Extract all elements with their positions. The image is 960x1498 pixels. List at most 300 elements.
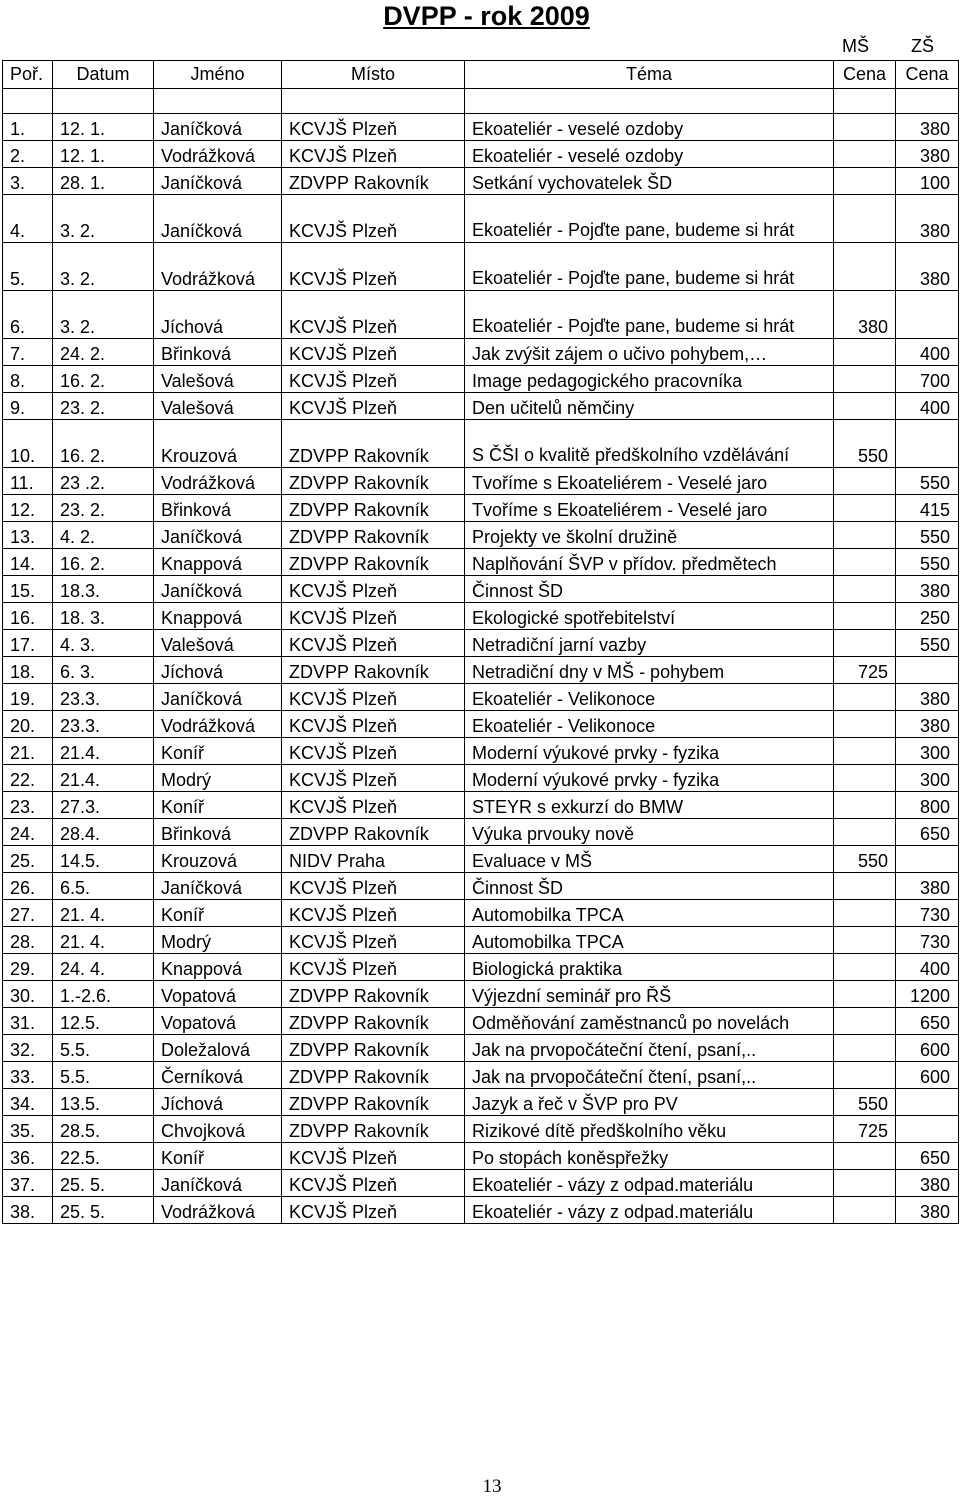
cell-tema: Jak na prvopočáteční čtení, psaní,..: [465, 1035, 834, 1062]
cell-zs: 400: [896, 339, 959, 366]
cell-misto: KCVJŠ Plzeň: [282, 900, 465, 927]
cell-jmeno: Jíchová: [154, 291, 282, 339]
cell-por: 35.: [3, 1116, 53, 1143]
cell-por: 22.: [3, 765, 53, 792]
cell-zs: 380: [896, 684, 959, 711]
table-row: [3, 1062, 959, 1089]
cell-ms: [834, 819, 896, 846]
cell-datum: 18.3.: [53, 576, 154, 603]
cell-por: 32.: [3, 1035, 53, 1062]
cell-tema: Naplňování ŠVP v přídov. předmětech: [465, 549, 834, 576]
cell-zs: [896, 657, 959, 684]
cell-por: 8.: [3, 366, 53, 393]
cell-por: 13.: [3, 522, 53, 549]
cell-ms: [834, 630, 896, 657]
cell-zs: 730: [896, 900, 959, 927]
cell-tema: Automobilka TPCA: [465, 900, 834, 927]
cell-tema: Ekoateliér - vázy z odpad.materiálu: [465, 1170, 834, 1197]
cell-datum: 28.5.: [53, 1116, 154, 1143]
table-row: [3, 1170, 959, 1197]
cell-jmeno: Janíčková: [154, 684, 282, 711]
table-row: [3, 684, 959, 711]
cell-ms: 380: [834, 291, 896, 339]
cell-datum: 12.5.: [53, 1008, 154, 1035]
cell-zs: 600: [896, 1035, 959, 1062]
cell-zs: 1200: [896, 981, 959, 1008]
col-header-tema: Téma: [465, 61, 834, 89]
cell-misto: KCVJŠ Plzeň: [282, 291, 465, 339]
cell-datum: 1.-2.6.: [53, 981, 154, 1008]
cell-ms: 550: [834, 846, 896, 873]
cell-zs: 400: [896, 393, 959, 420]
cell-por: 28.: [3, 927, 53, 954]
cell-por: 11.: [3, 468, 53, 495]
cell-por: 19.: [3, 684, 53, 711]
cell-ms: [834, 711, 896, 738]
cell-datum: 16. 2.: [53, 366, 154, 393]
cell-zs: [896, 846, 959, 873]
table-row: [3, 603, 959, 630]
course-table-body: [3, 61, 959, 1224]
cell-tema: Moderní výukové prvky - fyzika: [465, 738, 834, 765]
cell-datum: 16. 2.: [53, 549, 154, 576]
cell-tema: Tvoříme s Ekoateliérem - Veselé jaro: [465, 495, 834, 522]
cell-datum: 23 .2.: [53, 468, 154, 495]
cell-zs: 550: [896, 630, 959, 657]
cell-misto: ZDVPP Rakovník: [282, 495, 465, 522]
cell-tema: Netradiční dny v MŠ - pohybem: [465, 657, 834, 684]
cell-datum: 18. 3.: [53, 603, 154, 630]
spacer-row: [3, 89, 959, 114]
cell-misto: ZDVPP Rakovník: [282, 1062, 465, 1089]
cell-ms: [834, 114, 896, 141]
cell-tema: Ekoateliér - Velikonoce: [465, 711, 834, 738]
cell-por: 10.: [3, 420, 53, 468]
cell-zs: 650: [896, 1143, 959, 1170]
cell-tema: Jazyk a řeč v ŠVP pro PV: [465, 1089, 834, 1116]
cell-tema: Biologická praktika: [465, 954, 834, 981]
cell-ms: [834, 684, 896, 711]
course-table: [2, 60, 959, 1224]
cell-datum: 16. 2.: [53, 420, 154, 468]
table-row: [3, 630, 959, 657]
cell-jmeno: Janíčková: [154, 195, 282, 243]
table-row: [3, 792, 959, 819]
cell-datum: 25. 5.: [53, 1197, 154, 1224]
cell-zs: 380: [896, 195, 959, 243]
cell-tema: Odměňování zaměstnanců po novelách: [465, 1008, 834, 1035]
cell-ms: [834, 1197, 896, 1224]
table-row: [3, 873, 959, 900]
cell-misto: ZDVPP Rakovník: [282, 168, 465, 195]
table-row: [3, 981, 959, 1008]
cell-ms: [834, 495, 896, 522]
cell-ms: [834, 1035, 896, 1062]
cell-por: 4.: [3, 195, 53, 243]
cell-zs: 380: [896, 1197, 959, 1224]
cell-misto: KCVJŠ Plzeň: [282, 1143, 465, 1170]
cell-tema: Ekoateliér - veselé ozdoby: [465, 141, 834, 168]
cell-misto: ZDVPP Rakovník: [282, 981, 465, 1008]
cell-ms: [834, 792, 896, 819]
table-row: [3, 711, 959, 738]
cell-misto: KCVJŠ Plzeň: [282, 393, 465, 420]
table-row: [3, 1143, 959, 1170]
cell-por: 29.: [3, 954, 53, 981]
cell-ms: 550: [834, 1089, 896, 1116]
cell-ms: 725: [834, 657, 896, 684]
table-row: [3, 1035, 959, 1062]
cell-zs: 800: [896, 792, 959, 819]
col-header-misto: Místo: [282, 61, 465, 89]
cell-misto: KCVJŠ Plzeň: [282, 603, 465, 630]
cell-tema: Tvoříme s Ekoateliérem - Veselé jaro: [465, 468, 834, 495]
cell-jmeno: Krouzová: [154, 420, 282, 468]
cell-por: 14.: [3, 549, 53, 576]
cell-misto: ZDVPP Rakovník: [282, 420, 465, 468]
cell-misto: KCVJŠ Plzeň: [282, 927, 465, 954]
table-row: [3, 420, 959, 468]
cell-jmeno: Koníř: [154, 900, 282, 927]
cell-jmeno: Krouzová: [154, 846, 282, 873]
cell-datum: 23. 2.: [53, 495, 154, 522]
table-row: [3, 195, 959, 243]
cell-por: 23.: [3, 792, 53, 819]
cell-datum: 23.3.: [53, 684, 154, 711]
cell-misto: KCVJŠ Plzeň: [282, 738, 465, 765]
cell-por: 26.: [3, 873, 53, 900]
cell-jmeno: Valešová: [154, 630, 282, 657]
cell-datum: 27.3.: [53, 792, 154, 819]
table-row: [3, 1008, 959, 1035]
cell-tema: S ČŠI o kvalitě předškolního vzdělávání: [465, 420, 834, 468]
cell-datum: 23. 2.: [53, 393, 154, 420]
table-row: [3, 1089, 959, 1116]
cell-datum: 3. 2.: [53, 195, 154, 243]
cell-misto: KCVJŠ Plzeň: [282, 630, 465, 657]
cell-por: 17.: [3, 630, 53, 657]
table-row: [3, 468, 959, 495]
cell-jmeno: Knappová: [154, 603, 282, 630]
cell-tema: Ekoateliér - veselé ozdoby: [465, 114, 834, 141]
cell-por: 7.: [3, 339, 53, 366]
cell-misto: KCVJŠ Plzeň: [282, 114, 465, 141]
cell-datum: 28. 1.: [53, 168, 154, 195]
cell-por: 5.: [3, 243, 53, 291]
cell-jmeno: Janíčková: [154, 1170, 282, 1197]
table-row: [3, 495, 959, 522]
cell-ms: [834, 141, 896, 168]
cell-tema: Výjezdní seminář pro ŘŠ: [465, 981, 834, 1008]
cell-jmeno: Vodrážková: [154, 468, 282, 495]
cell-ms: [834, 468, 896, 495]
cell-datum: 28.4.: [53, 819, 154, 846]
cell-zs: [896, 420, 959, 468]
cell-por: 33.: [3, 1062, 53, 1089]
cell-datum: 4. 2.: [53, 522, 154, 549]
cell-jmeno: Jíchová: [154, 1089, 282, 1116]
cell-jmeno: Vopatová: [154, 1008, 282, 1035]
cell-tema: Moderní výukové prvky - fyzika: [465, 765, 834, 792]
cell-zs: 380: [896, 873, 959, 900]
cell-por: 30.: [3, 981, 53, 1008]
cell-misto: ZDVPP Rakovník: [282, 522, 465, 549]
cell-zs: 550: [896, 522, 959, 549]
cell-jmeno: Knappová: [154, 954, 282, 981]
table-header: [3, 61, 959, 89]
cell-misto: KCVJŠ Plzeň: [282, 711, 465, 738]
price-header-row: [0, 34, 960, 60]
table-row: [3, 243, 959, 291]
cell-datum: 5.5.: [53, 1062, 154, 1089]
cell-jmeno: Vopatová: [154, 981, 282, 1008]
cell-tema: Ekoateliér - Pojďte pane, budeme si hrát: [465, 291, 834, 339]
cell-zs: 250: [896, 603, 959, 630]
cell-por: 36.: [3, 1143, 53, 1170]
cell-ms: [834, 366, 896, 393]
cell-datum: 22.5.: [53, 1143, 154, 1170]
cell-misto: KCVJŠ Plzeň: [282, 684, 465, 711]
cell-misto: ZDVPP Rakovník: [282, 1089, 465, 1116]
col-header-por: Poř.: [3, 61, 53, 89]
cell-misto: KCVJŠ Plzeň: [282, 576, 465, 603]
cell-jmeno: Koníř: [154, 738, 282, 765]
table-row: [3, 393, 959, 420]
cell-ms: [834, 954, 896, 981]
cell-jmeno: Jíchová: [154, 657, 282, 684]
cell-jmeno: Doležalová: [154, 1035, 282, 1062]
cell-misto: KCVJŠ Plzeň: [282, 339, 465, 366]
cell-por: 20.: [3, 711, 53, 738]
cell-datum: 3. 2.: [53, 291, 154, 339]
cell-misto: ZDVPP Rakovník: [282, 657, 465, 684]
cell-ms: [834, 765, 896, 792]
cell-tema: Projekty ve školní družině: [465, 522, 834, 549]
cell-tema: Image pedagogického pracovníka: [465, 366, 834, 393]
cell-datum: 6. 3.: [53, 657, 154, 684]
cell-jmeno: Vodrážková: [154, 1197, 282, 1224]
cell-tema: Automobilka TPCA: [465, 927, 834, 954]
col-header-datum: Datum: [53, 61, 154, 89]
table-row: [3, 576, 959, 603]
cell-zs: 400: [896, 954, 959, 981]
cell-zs: 380: [896, 711, 959, 738]
cell-tema: Evaluace v MŠ: [465, 846, 834, 873]
cell-jmeno: Černíková: [154, 1062, 282, 1089]
table-row: [3, 366, 959, 393]
cell-jmeno: Knappová: [154, 549, 282, 576]
cell-tema: Ekoateliér - Pojďte pane, budeme si hrát: [465, 243, 834, 291]
page-number: 13: [482, 1476, 502, 1497]
cell-zs: [896, 1116, 959, 1143]
cell-jmeno: Valešová: [154, 366, 282, 393]
cell-jmeno: Janíčková: [154, 114, 282, 141]
cell-misto: KCVJŠ Plzeň: [282, 243, 465, 291]
cell-datum: 6.5.: [53, 873, 154, 900]
table-row: [3, 657, 959, 684]
table-row: [3, 522, 959, 549]
cell-zs: 380: [896, 243, 959, 291]
cell-tema: Po stopách koněspřežky: [465, 1143, 834, 1170]
cell-tema: Rizikové dítě předškolního věku: [465, 1116, 834, 1143]
cell-jmeno: Břinková: [154, 819, 282, 846]
cell-zs: 300: [896, 765, 959, 792]
cell-ms: [834, 1143, 896, 1170]
cell-por: 18.: [3, 657, 53, 684]
cell-zs: [896, 1089, 959, 1116]
cell-por: 6.: [3, 291, 53, 339]
table-row: [3, 819, 959, 846]
cell-misto: KCVJŠ Plzeň: [282, 366, 465, 393]
cell-zs: 380: [896, 114, 959, 141]
cell-datum: 21.4.: [53, 738, 154, 765]
cell-misto: KCVJŠ Plzeň: [282, 1197, 465, 1224]
col-header-jmeno: Jméno: [154, 61, 282, 89]
col-header-ms-cena: Cena: [834, 61, 896, 89]
cell-tema: Činnost ŠD: [465, 873, 834, 900]
cell-ms: [834, 738, 896, 765]
cell-ms: [834, 603, 896, 630]
cell-ms: [834, 393, 896, 420]
cell-por: 9.: [3, 393, 53, 420]
cell-datum: 12. 1.: [53, 114, 154, 141]
cell-datum: 21.4.: [53, 765, 154, 792]
cell-zs: 700: [896, 366, 959, 393]
cell-datum: 23.3.: [53, 711, 154, 738]
cell-por: 24.: [3, 819, 53, 846]
cell-zs: 415: [896, 495, 959, 522]
cell-datum: 5.5.: [53, 1035, 154, 1062]
cell-misto: ZDVPP Rakovník: [282, 819, 465, 846]
cell-zs: 300: [896, 738, 959, 765]
cell-misto: ZDVPP Rakovník: [282, 1035, 465, 1062]
cell-ms: [834, 1170, 896, 1197]
table-row: [3, 927, 959, 954]
cell-tema: Ekologické spotřebitelství: [465, 603, 834, 630]
cell-tema: Jak zvýšit zájem o učivo pohybem,…: [465, 339, 834, 366]
cell-jmeno: Janíčková: [154, 168, 282, 195]
cell-por: 15.: [3, 576, 53, 603]
cell-misto: KCVJŠ Plzeň: [282, 765, 465, 792]
cell-por: 3.: [3, 168, 53, 195]
cell-jmeno: Janíčková: [154, 873, 282, 900]
cell-por: 1.: [3, 114, 53, 141]
cell-por: 34.: [3, 1089, 53, 1116]
zs-header: ZŠ: [911, 36, 935, 56]
cell-tema: Den učitelů němčiny: [465, 393, 834, 420]
cell-por: 25.: [3, 846, 53, 873]
table-row: [3, 1116, 959, 1143]
cell-misto: ZDVPP Rakovník: [282, 1116, 465, 1143]
cell-jmeno: Vodrážková: [154, 711, 282, 738]
cell-por: 21.: [3, 738, 53, 765]
cell-tema: Ekoateliér - Velikonoce: [465, 684, 834, 711]
cell-misto: KCVJŠ Plzeň: [282, 792, 465, 819]
cell-datum: 25. 5.: [53, 1170, 154, 1197]
cell-ms: [834, 243, 896, 291]
cell-tema: Setkání vychovatelek ŠD: [465, 168, 834, 195]
cell-tema: Jak na prvopočáteční čtení, psaní,..: [465, 1062, 834, 1089]
cell-ms: [834, 522, 896, 549]
cell-zs: 380: [896, 141, 959, 168]
cell-ms: [834, 981, 896, 1008]
cell-misto: ZDVPP Rakovník: [282, 1008, 465, 1035]
cell-por: 31.: [3, 1008, 53, 1035]
cell-por: 38.: [3, 1197, 53, 1224]
cell-jmeno: Modrý: [154, 765, 282, 792]
cell-jmeno: Valešová: [154, 393, 282, 420]
cell-tema: STEYR s exkurzí do BMW: [465, 792, 834, 819]
cell-ms: [834, 1008, 896, 1035]
cell-jmeno: Janíčková: [154, 576, 282, 603]
cell-tema: Netradiční jarní vazby: [465, 630, 834, 657]
cell-datum: 14.5.: [53, 846, 154, 873]
cell-jmeno: Břinková: [154, 495, 282, 522]
cell-datum: 13.5.: [53, 1089, 154, 1116]
cell-por: 27.: [3, 900, 53, 927]
cell-zs: 380: [896, 1170, 959, 1197]
cell-misto: KCVJŠ Plzeň: [282, 954, 465, 981]
cell-zs: 650: [896, 819, 959, 846]
cell-datum: 4. 3.: [53, 630, 154, 657]
table-row: [3, 954, 959, 981]
cell-ms: [834, 549, 896, 576]
cell-zs: 100: [896, 168, 959, 195]
cell-zs: 600: [896, 1062, 959, 1089]
cell-ms: [834, 168, 896, 195]
cell-zs: 730: [896, 927, 959, 954]
cell-datum: 12. 1.: [53, 141, 154, 168]
table-row: [3, 291, 959, 339]
table-row: [3, 549, 959, 576]
cell-ms: 725: [834, 1116, 896, 1143]
cell-ms: [834, 1062, 896, 1089]
cell-por: 16.: [3, 603, 53, 630]
table-row: [3, 141, 959, 168]
table-row: [3, 168, 959, 195]
cell-jmeno: Břinková: [154, 339, 282, 366]
cell-misto: ZDVPP Rakovník: [282, 468, 465, 495]
cell-zs: 550: [896, 468, 959, 495]
cell-datum: 21. 4.: [53, 927, 154, 954]
cell-datum: 3. 2.: [53, 243, 154, 291]
table-row: [3, 339, 959, 366]
ms-header: MŠ: [842, 36, 869, 56]
table-row: [3, 846, 959, 873]
table-row: [3, 765, 959, 792]
table-row: [3, 114, 959, 141]
cell-datum: 24. 2.: [53, 339, 154, 366]
col-header-zs-cena: Cena: [896, 61, 959, 89]
cell-jmeno: Modrý: [154, 927, 282, 954]
cell-misto: KCVJŠ Plzeň: [282, 1170, 465, 1197]
cell-jmeno: Vodrážková: [154, 141, 282, 168]
table-row: [3, 738, 959, 765]
cell-zs: 380: [896, 576, 959, 603]
cell-tema: Činnost ŠD: [465, 576, 834, 603]
cell-zs: [896, 291, 959, 339]
cell-jmeno: Janíčková: [154, 522, 282, 549]
cell-ms: [834, 576, 896, 603]
table-row: [3, 1197, 959, 1224]
cell-tema: Výuka prvouky nově: [465, 819, 834, 846]
cell-misto: KCVJŠ Plzeň: [282, 141, 465, 168]
cell-por: 12.: [3, 495, 53, 522]
cell-jmeno: Koníř: [154, 1143, 282, 1170]
cell-datum: 24. 4.: [53, 954, 154, 981]
cell-ms: [834, 873, 896, 900]
cell-tema: Ekoateliér - Pojďte pane, budeme si hrát: [465, 195, 834, 243]
